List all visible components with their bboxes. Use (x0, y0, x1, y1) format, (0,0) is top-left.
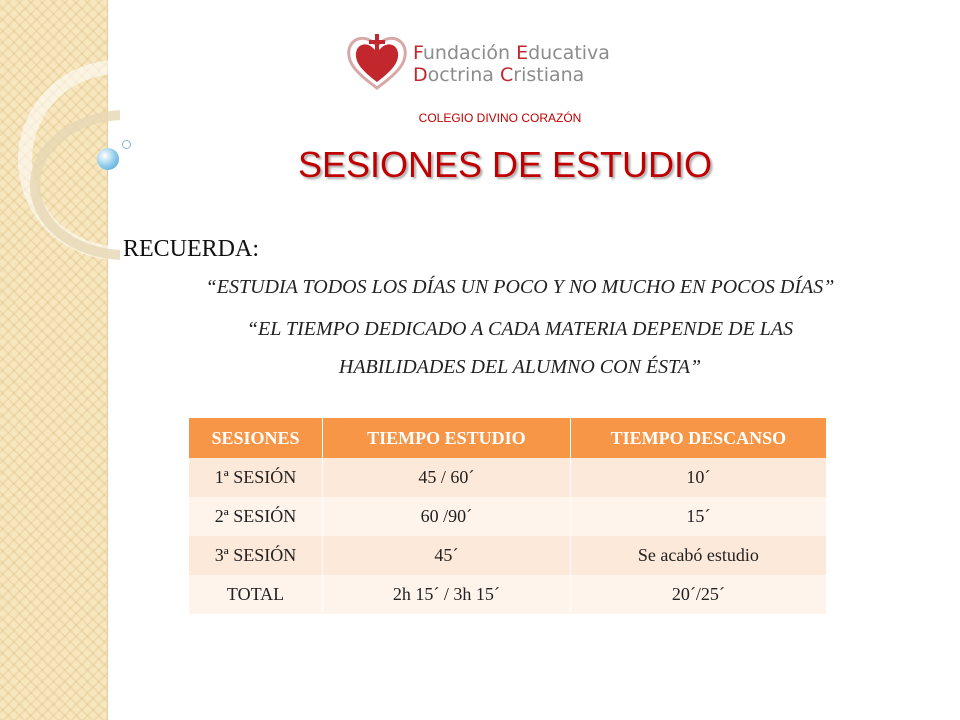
table-cell: 60 /90´ (323, 497, 571, 536)
table-cell: 45´ (323, 536, 571, 575)
logo-word: undación (422, 42, 517, 64)
logo-initial: F (413, 42, 423, 64)
table-cell: 2ª SESIÓN (189, 497, 323, 536)
quote-line-3: HABILIDADES DEL ALUMNO CON ÉSTA” (338, 356, 702, 378)
column-header: TIEMPO DESCANSO (570, 418, 826, 458)
table-cell: 1ª SESIÓN (189, 458, 323, 497)
logo-initial: C (499, 64, 514, 86)
logo-wordmark (413, 42, 610, 86)
logo-word: ristiana (513, 64, 585, 86)
quote-line-2: “EL TIEMPO DEDICADO A CADA MATERIA DEPENDE DE LAS (246, 318, 794, 340)
table-row (189, 575, 827, 614)
logo-word: octrina (427, 64, 500, 86)
table-cell: 20´/25´ (570, 575, 826, 614)
table-cell: 3ª SESIÓN (189, 536, 323, 575)
logo-initial: D (413, 64, 428, 86)
table-cell: 45 / 60´ (323, 458, 571, 497)
quote-line-1: “ESTUDIA TODOS LOS DÍAS UN POCO Y NO MUCHO EN POCOS DÍAS” (205, 276, 835, 298)
table-row (189, 497, 827, 536)
column-header: SESIONES (189, 418, 323, 458)
logo-word: ducativa (528, 42, 610, 64)
logo-line-1 (413, 42, 610, 64)
foundation-logo (345, 30, 645, 92)
heart-cross-icon (345, 30, 409, 92)
table-cell: 2h 15´ / 3h 15´ (323, 575, 571, 614)
table-row (189, 536, 827, 575)
column-header: TIEMPO ESTUDIO (323, 418, 571, 458)
table-row (189, 458, 827, 497)
logo-line-2 (413, 64, 610, 86)
table-cell: TOTAL (189, 575, 323, 614)
study-sessions-table (189, 418, 827, 614)
table-cell: 15´ (570, 497, 826, 536)
logo-initial: E (516, 42, 529, 64)
table-cell: 10´ (570, 458, 826, 497)
college-name: COLEGIO DIVINO CORAZÓN (418, 111, 582, 125)
table-cell: Se acabó estudio (570, 536, 826, 575)
page-title: SESIONES DE ESTUDIO (297, 144, 713, 185)
recuerda-label: RECUERDA: (123, 236, 260, 262)
table-header-row (189, 418, 827, 458)
